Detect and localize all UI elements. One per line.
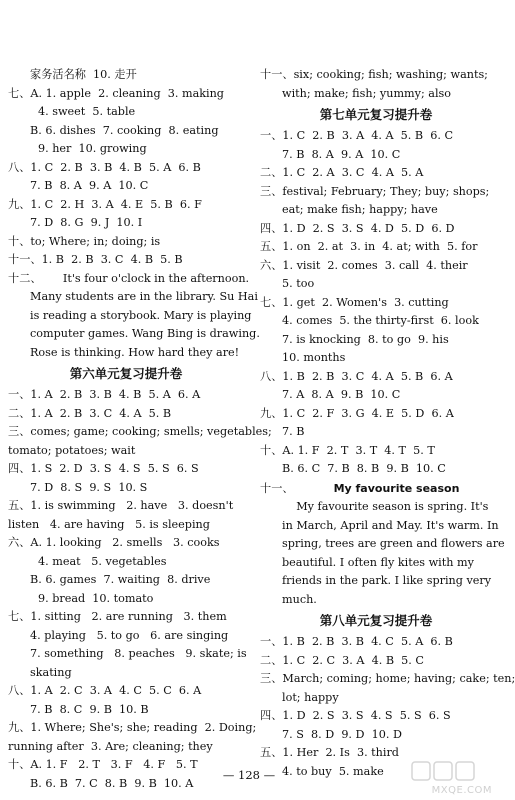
answer-line: running after 3. Are; cleaning; they: [8, 739, 213, 753]
answer-line: computer games. Wang Bing is drawing.: [30, 327, 260, 340]
answer-line: 7. is knocking 8. to go 9. his: [282, 332, 449, 346]
answer-line: 四、1. S 2. D 3. S 4. S 5. S 6. S: [8, 462, 199, 475]
answer-line: 六、A. 1. looking 2. smells 3. cooks: [8, 536, 220, 549]
answer-line: 十一、1. B 2. B 3. C 4. B 5. B: [8, 253, 183, 266]
answer-line: 十二、 It's four o'clock in the afternoon.: [8, 271, 250, 285]
answer-line: 9. her 10. growing: [38, 142, 147, 155]
answer-line: B. 6. B 7. C 8. B 9. B 10. A: [30, 776, 194, 790]
answer-line: 7. B: [282, 425, 305, 438]
answer-line: lot; happy: [282, 690, 339, 704]
answer-line: 7. B 8. A 9. A 10. C: [30, 179, 149, 192]
answer-line: 5. too: [282, 277, 315, 290]
answer-line: 八、1. A 2. C 3. A 4. C 5. C 6. A: [8, 684, 202, 697]
answer-line: 4. comes 5. the thirty-first 6. look: [282, 314, 479, 327]
section-heading: 第八单元复习提升卷: [319, 613, 433, 628]
answer-line: 10. months: [282, 351, 346, 364]
answer-line: 一、1. A 2. B 3. B 4. B 5. A 6. A: [8, 388, 201, 401]
answer-line: 9. bread 10. tomato: [38, 591, 154, 605]
answer-line: 4. playing 5. to go 6. are singing: [30, 628, 229, 642]
answer-line: B. 6. games 7. waiting 8. drive: [30, 573, 211, 586]
answer-line: 十、A. 1. F 2. T 3. F 4. F 5. T: [8, 758, 198, 771]
answer-line: skating: [30, 665, 72, 679]
answer-line: 4. sweet 5. table: [38, 105, 136, 118]
answer-line: 四、1. D 2. S 3. S 4. D 5. D 6. D: [260, 221, 455, 235]
answer-line: Rose is thinking. How hard they are!: [30, 345, 240, 359]
answer-line: with; make; fish; yummy; also: [282, 86, 452, 100]
answer-line: beautiful. I often fly kites with my: [282, 555, 474, 569]
answer-line: in March, April and May. It's warm. In: [282, 518, 499, 532]
answer-line: 7. something 8. peaches 9. skate; is: [30, 647, 247, 660]
answer-line: My favourite season is spring. It's: [282, 500, 489, 513]
answer-line: 六、1. visit 2. comes 3. call 4. their: [260, 258, 468, 272]
answer-line: 十一、six; cooking; fish; washing; wants;: [260, 68, 488, 81]
answer-line: 八、1. B 2. B 3. C 4. A 5. B 6. A: [260, 369, 453, 383]
answer-line: 二、1. A 2. B 3. C 4. A 5. B: [8, 406, 172, 420]
answer-line: 八、1. C 2. B 3. B 4. B 5. A 6. B: [8, 160, 201, 174]
answer-line: 七、1. get 2. Women's 3. cutting: [260, 295, 449, 309]
question-number: 十一、: [260, 481, 294, 495]
answer-line: much.: [282, 592, 317, 606]
answer-line: 七、A. 1. apple 2. cleaning 3. making: [8, 86, 224, 100]
answer-line: 十、to; Where; in; doing; is: [8, 234, 161, 248]
answer-line: 三、March; coming; home; having; cake; ten;: [260, 672, 515, 685]
answer-line: 二、1. C 2. C 3. A 4. B 5. C: [260, 653, 424, 667]
answer-line: eat; make fish; happy; have: [282, 203, 438, 216]
answer-line: 一、1. C 2. B 3. A 4. A 5. B 6. C: [260, 129, 454, 142]
section-heading: 第七单元复习提升卷: [319, 107, 433, 122]
essay-title: My favourite season: [333, 481, 460, 495]
answer-line: 二、1. C 2. A 3. C 4. A 5. A: [260, 166, 424, 179]
answer-line: 五、1. Her 2. Is 3. third: [260, 746, 399, 759]
answer-line: 7. D 8. S 9. S 10. S: [30, 480, 148, 494]
answer-line: 十、A. 1. F 2. T 3. T 4. T 5. T: [260, 443, 435, 457]
answer-line: B. 6. dishes 7. cooking 8. eating: [30, 123, 219, 137]
answer-line: 四、1. D 2. S 3. S 4. S 5. S 6. S: [260, 709, 451, 722]
answer-line: B. 6. C 7. B 8. B 9. B 10. C: [282, 462, 446, 475]
answer-line: 三、comes; game; cooking; smells; vegetables;: [8, 425, 272, 438]
answer-line: 五、1. on 2. at 3. in 4. at; with 5. for: [260, 240, 478, 253]
watermark-logo: [410, 760, 492, 796]
answer-line: 7. D 8. G 9. J 10. I: [30, 216, 143, 229]
answer-line: listen 4. are having 5. is sleeping: [8, 517, 210, 531]
answer-line: 一、1. B 2. B 3. B 4. C 5. A 6. B: [260, 635, 453, 648]
answer-line: 九、1. C 2. F 3. G 4. E 5. D 6. A: [260, 406, 454, 420]
answer-line: 4. meat 5. vegetables: [38, 554, 167, 568]
answer-line: is reading a storybook. Mary is playing: [30, 308, 252, 322]
right-column: [260, 66, 515, 781]
answer-line: 4. to buy 5. make: [282, 764, 384, 778]
answer-line: 7. S 8. D 9. D 10. D: [282, 727, 402, 741]
answer-line: 九、1. Where; She's; she; reading 2. Doing;: [8, 721, 257, 734]
answer-line: spring, trees are green and flowers are: [282, 537, 505, 550]
answer-line: 七、1. sitting 2. are running 3. them: [8, 610, 227, 623]
answer-line: tomato; potatoes; wait: [8, 443, 136, 457]
watermark-text: MXQE.COM: [431, 785, 492, 796]
answer-line: 三、festival; February; They; buy; shops;: [260, 184, 490, 198]
answer-line: 7. B 8. C 9. B 10. B: [30, 702, 149, 716]
answer-line: 家务活名称 10. 走开: [30, 68, 137, 81]
watermark-icon: [410, 760, 492, 782]
essay-title-line: [260, 479, 492, 499]
answer-line: Many students are in the library. Su Hai: [30, 290, 258, 303]
page-number: — 128 —: [222, 768, 276, 782]
answer-line: 五、1. is swimming 2. have 3. doesn't: [8, 499, 234, 512]
answer-line: 7. A 8. A 9. B 10. C: [282, 388, 401, 401]
answer-line: 九、1. C 2. H 3. A 4. E 5. B 6. F: [8, 197, 202, 211]
section-heading: 第六单元复习提升卷: [69, 366, 183, 381]
answer-line: 7. B 8. A 9. A 10. C: [282, 147, 401, 161]
answer-line: friends in the park. I like spring very: [282, 574, 492, 587]
